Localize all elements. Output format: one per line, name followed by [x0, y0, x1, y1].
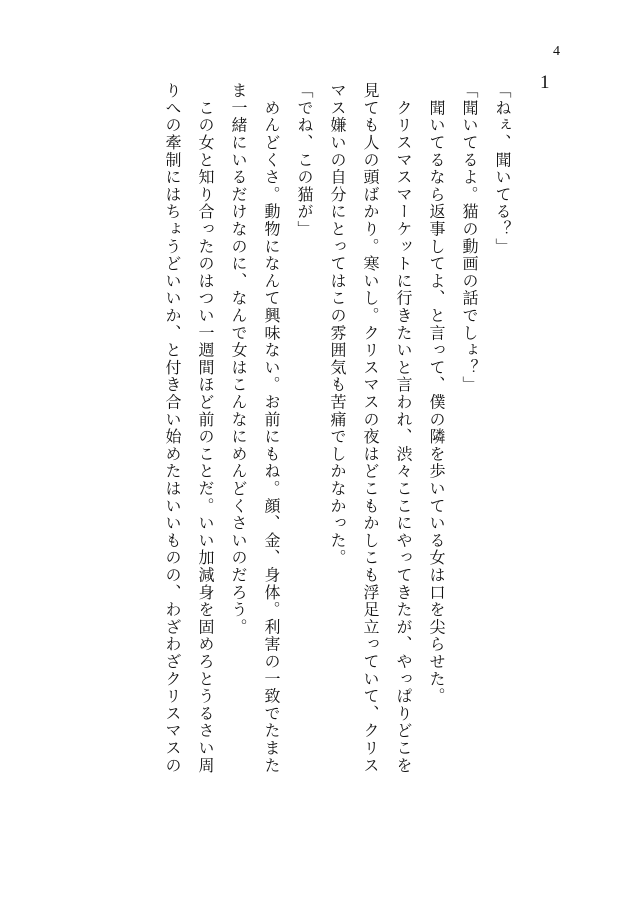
- text-line: 聞いてるなら返事してよ、と言って、僕の隣を歩いている女は口を尖らせた。: [427, 82, 446, 705]
- text-line: クリスマスマーケットに行きたいと言われ、渋々ここにやってきたが、やっぱりどこを: [394, 82, 413, 774]
- text-line: ま一緒にいるだけなのに、なんで女はこんなにめんどくさいのだろう。: [229, 82, 248, 636]
- text-line: この女と知り合ったのはつい一週間ほど前のことだ。いい加減身を固めろとうるさい周: [196, 82, 215, 774]
- page-number: 4: [553, 44, 560, 59]
- text-line: りへの牽制にはちょうどいいか、と付き合い始めたはいいものの、わざわざクリスマスの: [163, 82, 182, 774]
- chapter-number: 1: [540, 72, 550, 93]
- vertical-body-text: [156, 82, 519, 822]
- text-line: 「聞いてるよ。猫の動画の話でしょ？」: [460, 82, 479, 394]
- text-line: めんどくさ。動物になんて興味ない。お前にもね。顔、金、身体。利害の一致でたまた: [262, 82, 281, 774]
- text-line: 見ても人の頭ばかり。寒いし。クリスマスの夜はどこもかしこも浮足立っていて、クリス: [361, 82, 380, 774]
- text-line: 「でね、この猫が」: [295, 82, 314, 238]
- text-line: 「ねぇ、聞いてる？」: [493, 82, 512, 255]
- text-line: マス嫌いの自分にとってはこの雰囲気も苦痛でしかなかった。: [328, 82, 347, 567]
